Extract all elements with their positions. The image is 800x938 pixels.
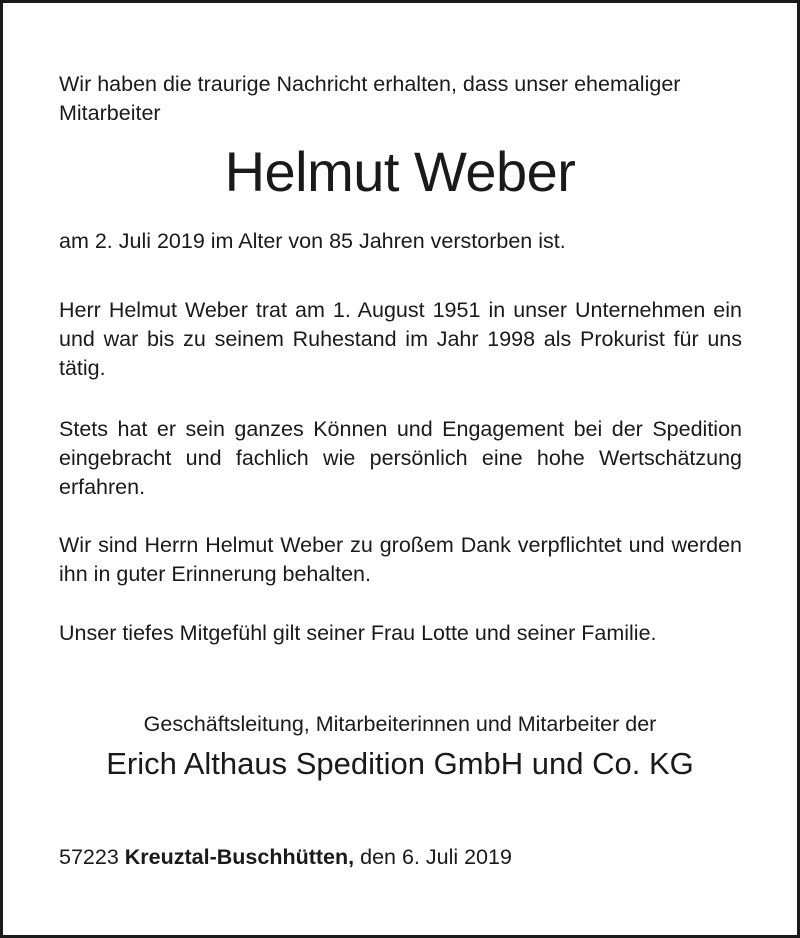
signatories-line: Geschäftsleitung, Mitarbeiterinnen und Mitarbeiter der bbox=[143, 712, 657, 736]
place-and-date bbox=[59, 843, 749, 872]
deceased-name: Helmut Weber bbox=[224, 140, 576, 203]
town-name: Kreuztal-Buschhütten, bbox=[124, 845, 355, 869]
career-paragraph: Herr Helmut Weber trat am 1. August 1951 in unser Unternehmen ein und war bis zu seinem Ruhestand im Jahr 1998 als Prokurist für uns tätig. bbox=[59, 298, 742, 380]
gratitude-paragraph: Wir sind Herrn Helmut Weber zu großem Dank verpflichtet und werden ihn in guter Erinnerung behalten. bbox=[59, 533, 742, 586]
intro-text: Wir haben die traurige Nachricht erhalten, dass unser ehemaliger Mitarbeiter bbox=[59, 72, 681, 125]
company-name: Erich Althaus Spedition GmbH und Co. KG bbox=[106, 746, 694, 781]
condolence-paragraph: Unser tiefes Mitgefühl gilt seiner Frau Lotte und seiner Familie. bbox=[59, 621, 657, 645]
death-date-text: am 2. Juli 2019 im Alter von 85 Jahren verstorben ist. bbox=[59, 229, 566, 253]
appreciation-paragraph: Stets hat er sein ganzes Können und Engagement bei der Spedition eingebracht und fachlich wie persönlich eine hohe Wertschätzung erfahren. bbox=[59, 417, 742, 499]
postcode: 57223 bbox=[59, 845, 119, 869]
notice-date: den 6. Juli 2019 bbox=[360, 845, 512, 869]
